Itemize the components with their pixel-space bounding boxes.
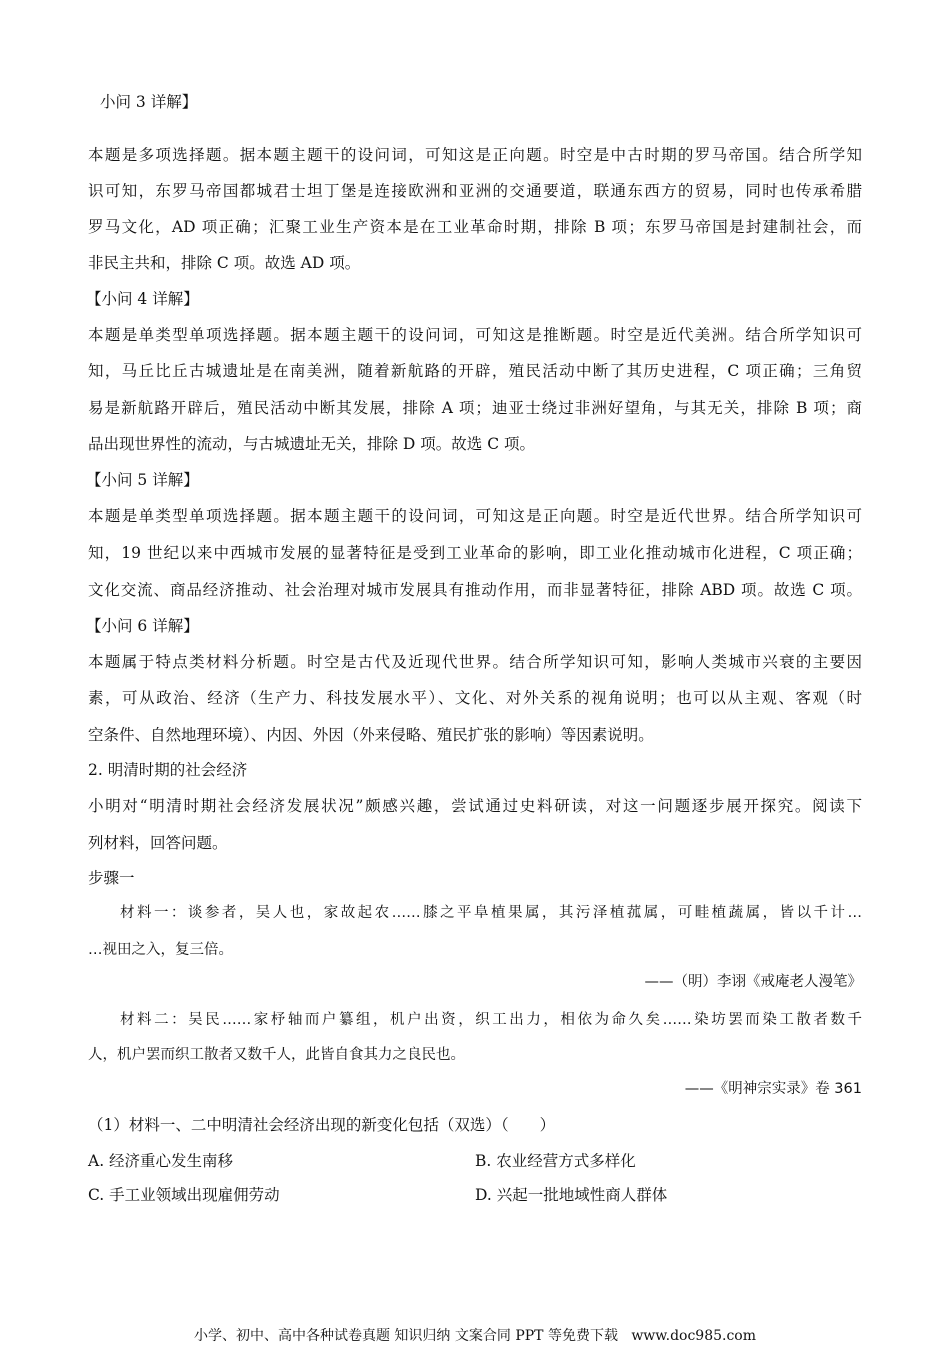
step-label: 步骤一 [88,869,135,887]
footer-text: 小学、初中、高中各种试卷真题 知识归纳 文案合同 PPT 等免费下载 [193,1328,618,1344]
material-two-line: 材料二：吴民……家杼轴而户纂组，机户出资，织工出力，相依为命久矣……染坊罢而染工散者数千 [120,1012,862,1028]
question-intro-line: 小明对“明清时期社会经济发展状况”颇感兴趣，尝试通过史料研读，对这一问题逐步展开探究。阅读下 [88,797,862,815]
option-b: B. 农业经营方式多样化 [475,1152,636,1170]
section-heading-5: 【小问 5 详解】 [86,471,199,489]
material-one-source: ——（明）李诩《戒庵老人漫笔》 [644,974,862,990]
question-intro-line: 列材料，回答问题。 [88,834,228,852]
section-heading-6: 【小问 6 详解】 [86,617,199,635]
paragraph-line: 罗马文化，AD 项正确；汇聚工业生产资本是在工业革命时期，排除 B 项；东罗马帝国是封建制社会，而 [88,218,862,236]
paragraph-line: 易是新航路开辟后，殖民活动中断其发展，排除 A 项；迪亚士绕过非洲好望角，与其无关，排除 B 项；商 [88,399,862,417]
footer-link[interactable]: www.doc985.com [631,1328,757,1344]
paragraph-line: 本题是单类型单项选择题。据本题主题干的设问词，可知这是正向题。时空是近代世界。结合所学知识可 [88,507,862,525]
paragraph-line: 识可知，东罗马帝国都城君士坦丁堡是连接欧洲和亚洲的交通要道，联通东西方的贸易，同时也传承希腊 [88,182,862,200]
paragraph-line: 品出现世界性的流动，与古城遗址无关，排除 D 项。故选 C 项。 [88,435,535,453]
paragraph-line: 本题属于特点类材料分析题。时空是古代及近现代世界。结合所学知识可知，影响人类城市兴衰的主要因 [88,653,862,671]
material-one-line: 材料一：谈参者，吴人也，家故起农……膝之平阜植果属，其污泽植菰属，可畦植蔬属，皆以千计… [120,905,862,921]
material-one-line: …视田之入，复三倍。 [88,942,233,958]
section-heading-3: 小问 3 详解】 [100,93,198,111]
material-two-line: 人，机户罢而织工散者又数千人，此皆自食其力之良民也。 [88,1047,465,1063]
sub-question: （1）材料一、二中明清社会经济出现的新变化包括（双选）（ ） [88,1116,556,1134]
paragraph-line: 素，可从政治、经济（生产力、科技发展水平）、文化、对外关系的视角说明；也可以从主观、客观（时 [88,689,862,707]
paragraph-line: 本题是多项选择题。据本题主题干的设问词，可知这是正向题。时空是中古时期的罗马帝国。结合所学知 [88,146,862,164]
material-two-source: ——《明神宗实录》卷 361 [684,1081,862,1097]
page-footer [0,1325,950,1345]
question-title: 2. 明清时期的社会经济 [88,761,248,779]
paragraph-line: 非民主共和，排除 C 项。故选 AD 项。 [88,254,361,272]
option-a: A. 经济重心发生南移 [88,1152,234,1170]
option-d: D. 兴起一批地域性商人群体 [475,1186,668,1204]
section-heading-4: 【小问 4 详解】 [86,290,199,308]
paragraph-line: 本题是单类型单项选择题。据本题主题干的设问词，可知这是推断题。时空是近代美洲。结合所学知识可 [88,326,862,344]
paragraph-line: 空条件、自然地理环境）、内因、外因（外来侵略、殖民扩张的影响）等因素说明。 [88,726,654,744]
option-c: C. 手工业领域出现雇佣劳动 [88,1186,280,1204]
paragraph-line: 文化交流、商品经济推动、社会治理对城市发展具有推动作用，而非显著特征，排除 ABD 项。故选 C 项。 [88,581,862,599]
paragraph-line: 知，马丘比丘古城遗址是在南美洲，随着新航路的开辟，殖民活动中断了其历史进程，C 项正确；三角贸 [88,362,862,380]
paragraph-line: 知，19 世纪以来中西城市发展的显著特征是受到工业革命的影响，即工业化推动城市化进程，C 项正确； [88,544,862,562]
